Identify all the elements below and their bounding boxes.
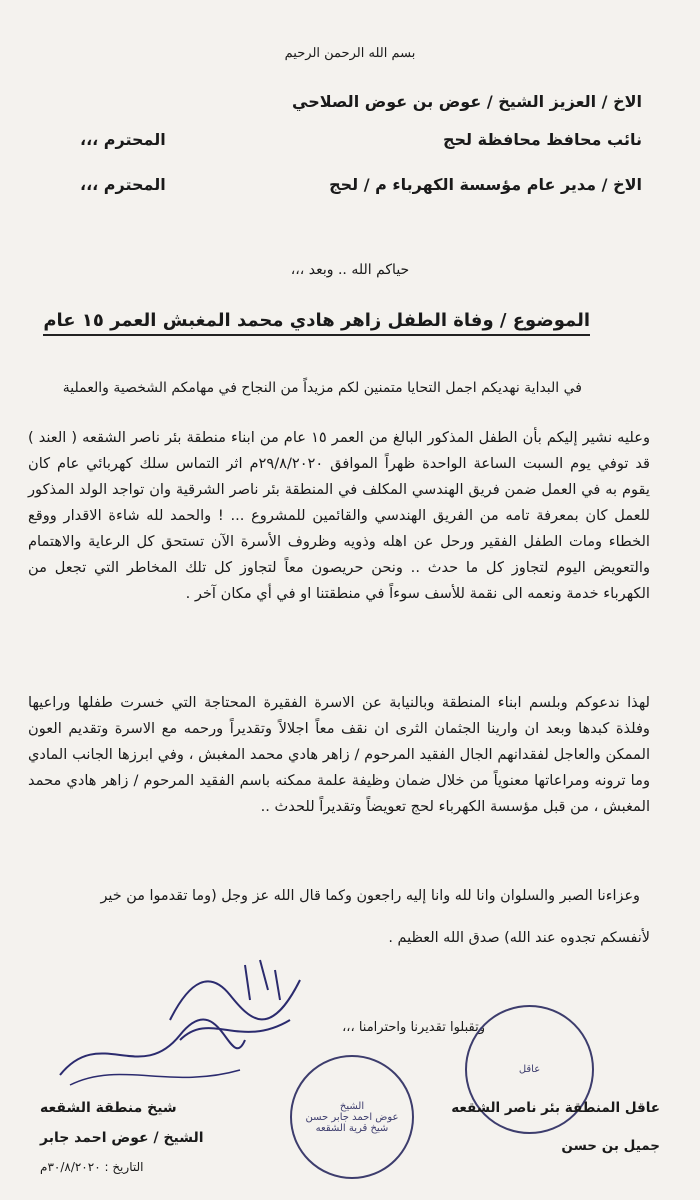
addressee-line-3 bbox=[80, 175, 642, 194]
honorific: المحترم ،،، bbox=[80, 175, 166, 194]
stamp-line: عوض احمد جابر حسن bbox=[305, 1111, 399, 1123]
addressee-title: نائب محافظ محافظة لحج bbox=[442, 130, 642, 149]
signature-name-right: جميل بن حسن bbox=[561, 1138, 660, 1154]
subject-line: الموضوع / وفاة الطفل زاهر هادي محمد المغبش العمر ١٥ عام bbox=[43, 310, 590, 336]
stamp-line: شيخ قرية الشقعه bbox=[315, 1122, 389, 1134]
official-stamp-center bbox=[290, 1055, 414, 1179]
regards-line: وتقبلوا تقديرنا واحترامنا ،،، bbox=[342, 1020, 485, 1035]
addressee-line-2 bbox=[80, 130, 642, 149]
honorific: المحترم ،،، bbox=[80, 130, 166, 149]
closing-line-2: لأنفسكم تجدوه عند الله) صدق الله العظيم . bbox=[388, 930, 650, 946]
addressee-line-1: الاخ / العزيز الشيخ / عوض بن عوض الصلاحي bbox=[292, 92, 642, 111]
signature-date-left: التاريخ : ٣٠/٨/٢٠٢٠م bbox=[40, 1160, 144, 1174]
basmala: بسم الله الرحمن الرحيم bbox=[284, 46, 416, 61]
signature-name-left: الشيخ / عوض احمد جابر bbox=[40, 1130, 204, 1146]
signature-scribble bbox=[50, 1015, 250, 1095]
addressee-title: الاخ / مدير عام مؤسسة الكهرباء م / لحج bbox=[329, 175, 642, 194]
closing-line-1: وعزاءنا الصبر والسلوان وانا لله وانا إليه راجعون وكما قال الله عز وجل (وما تقدموا من خير bbox=[100, 888, 640, 904]
stamp-line: عاقل bbox=[518, 1064, 541, 1075]
body-paragraph-1: وعليه نشير إليكم بأن الطفل المذكور البالغ من العمر ١٥ عام من ابناء منطقة بئر ناصر الشقعه ( العند ) قد توفي يوم السبت الساعة الواحدة ظهراً الموافق ٢٩/٨/٢٠٢٠م اثر التماس سلك كهربائي عام كان يقوم به في العمل ضمن فريق الهندسي المكلف في المنطقة بئر ناصر الشرقية وان تواجد الولد المذكور للعمل كان بمعرفة تامه من الفريق الهندسي والقائمين للمشروع ... ! والحمد لله شاءة الاقدار ووقع الخطاء ومات الطفل الفقير ورحل عن اهله وذويه وظروف الأسرة الآن تستحق كل الرعاية والاهتمام والتعويض اليوم لتجاوز كل ما حدث .. ونحن حريصون معاً لتجاوز كل تلك المخاطر التي تجعل من الكهرباء خدمة ونعمه الى نقمة للأسف سوءاً في منطقتنا او في أي مكان آخر . bbox=[28, 429, 651, 602]
signature-title-left: شيخ منطقة الشقعه bbox=[40, 1100, 177, 1116]
greeting: حياكم الله .. وبعد ،،، bbox=[290, 262, 410, 278]
stamp-line: الشيخ bbox=[339, 1100, 365, 1112]
intro-sentence: في البداية نهديكم اجمل التحايا متمنين لكم مزيداً من النجاح في مهامكم الشخصية والعملية bbox=[62, 380, 582, 396]
body-paragraph-2: لهذا ندعوكم وبلسم ابناء المنطقة وبالنيابة عن الاسرة الفقيرة المحتاجة التي خسرت طفلها وراعيها وفلذة كبدها وبعد ان وارينا الجثمان الثرى ان نقف معاً اجلالاً وتقديراً ورحمه مع الاسرة وتقديم العون الممكن والعاجل لفقدانهم الجال الفقيد المرحوم / زاهر هادي محمد المغبش ، وفي ابرزها الجانب المادي وما ترونه ومراعاتها معنوياً من خلال ضمان وظيفة علمة ممكنه باسم الفقيد المرحوم / زاهر هادي محمد المغبش ، من قبل مؤسسة الكهرباء لحج تعويضاً وتقديراً للحدث .. bbox=[28, 694, 650, 815]
signature-title-right: عاقل المنطقة بئر ناصر الشقعه bbox=[451, 1100, 660, 1116]
